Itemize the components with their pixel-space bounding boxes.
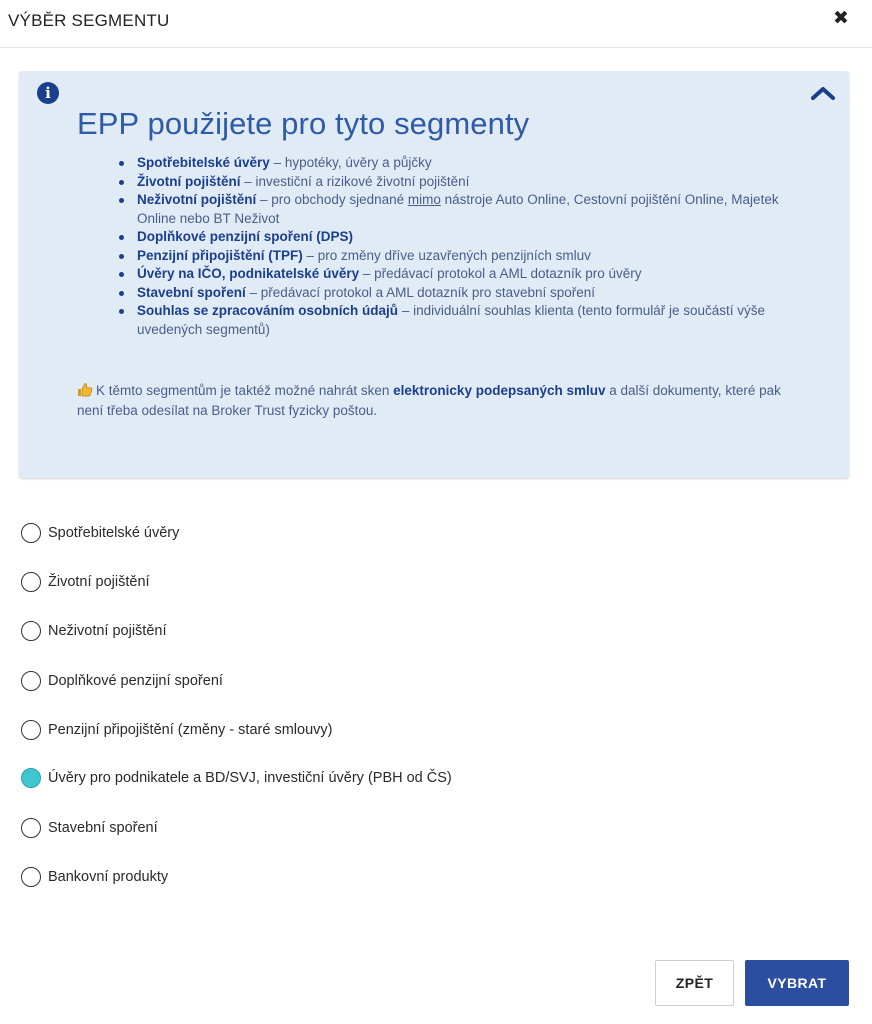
select-button[interactable]: VYBRAT <box>745 960 849 1006</box>
radio-button[interactable] <box>21 818 41 838</box>
segment-list <box>115 154 805 339</box>
dialog-title: VÝBĚR SEGMENTU <box>8 11 170 30</box>
radio-button[interactable] <box>21 621 41 641</box>
segment-list-item: Stavební spoření – předávací protokol a AML dotazník pro stavební spoření <box>115 284 805 303</box>
option-bankovni-produkty[interactable]: Bankovní produkty <box>21 865 168 889</box>
segment-list-item: Souhlas se zpracováním osobních údajů – individuální souhlas klienta (tento formulář je součástí výše uvedených segmentů) <box>115 302 805 339</box>
info-icon: i <box>37 82 59 104</box>
info-panel <box>19 71 849 478</box>
radio-button[interactable] <box>21 867 41 887</box>
radio-button[interactable] <box>21 671 41 691</box>
segment-list-item: Úvěry na IČO, podnikatelské úvěry – předávací protokol a AML dotazník pro úvěry <box>115 265 805 284</box>
thumbs-up-icon <box>77 382 93 397</box>
option-zivotni-pojisteni[interactable]: Životní pojištění <box>21 570 150 594</box>
option-penzijni-pripojisteni[interactable]: Penzijní připojištění (změny - staré smlouvy) <box>21 718 332 742</box>
info-heading: EPP použijete pro tyto segmenty <box>77 106 530 141</box>
radio-button-checked[interactable] <box>21 768 41 788</box>
segment-list-item: Spotřebitelské úvěry – hypotéky, úvěry a půjčky <box>115 154 805 173</box>
radio-button[interactable] <box>21 523 41 543</box>
radio-button[interactable] <box>21 572 41 592</box>
segment-list-item: Neživotní pojištění – pro obchody sjednané mimo nástroje Auto Online, Cestovní pojištění Online, Majetek Online nebo BT Neživot <box>115 191 805 228</box>
option-uvery-pro-podnikatele[interactable]: Úvěry pro podnikatele a BD/SVJ, investiční úvěry (PBH od ČS) <box>21 766 452 790</box>
segment-list-item: Životní pojištění – investiční a rizikové životní pojištění <box>115 173 805 192</box>
option-stavebni-sporeni[interactable]: Stavební spoření <box>21 816 158 840</box>
segment-list-item: Penzijní připojištění (TPF) – pro změny dříve uzavřených penzijních smluv <box>115 247 805 266</box>
back-button[interactable]: ZPĚT <box>655 960 734 1006</box>
dialog-header <box>0 0 872 48</box>
radio-button[interactable] <box>21 720 41 740</box>
chevron-up-icon[interactable] <box>810 83 836 103</box>
close-icon[interactable]: ✖ <box>833 8 849 29</box>
option-doplnkove-penzijni-sporeni[interactable]: Doplňkové penzijní spoření <box>21 669 223 693</box>
segment-list-item: Doplňkové penzijní spoření (DPS) <box>115 228 805 247</box>
option-nezivotni-pojisteni[interactable]: Neživotní pojištění <box>21 619 166 643</box>
info-note: K těmto segmentům je taktéž možné nahrát sken elektronicky podepsaných smluv a další dokumenty, které pak není třeba odesílat na Broker Trust fyzicky poštou. <box>77 383 781 418</box>
option-spotrebitelske-uvery[interactable]: Spotřebitelské úvěry <box>21 521 179 545</box>
